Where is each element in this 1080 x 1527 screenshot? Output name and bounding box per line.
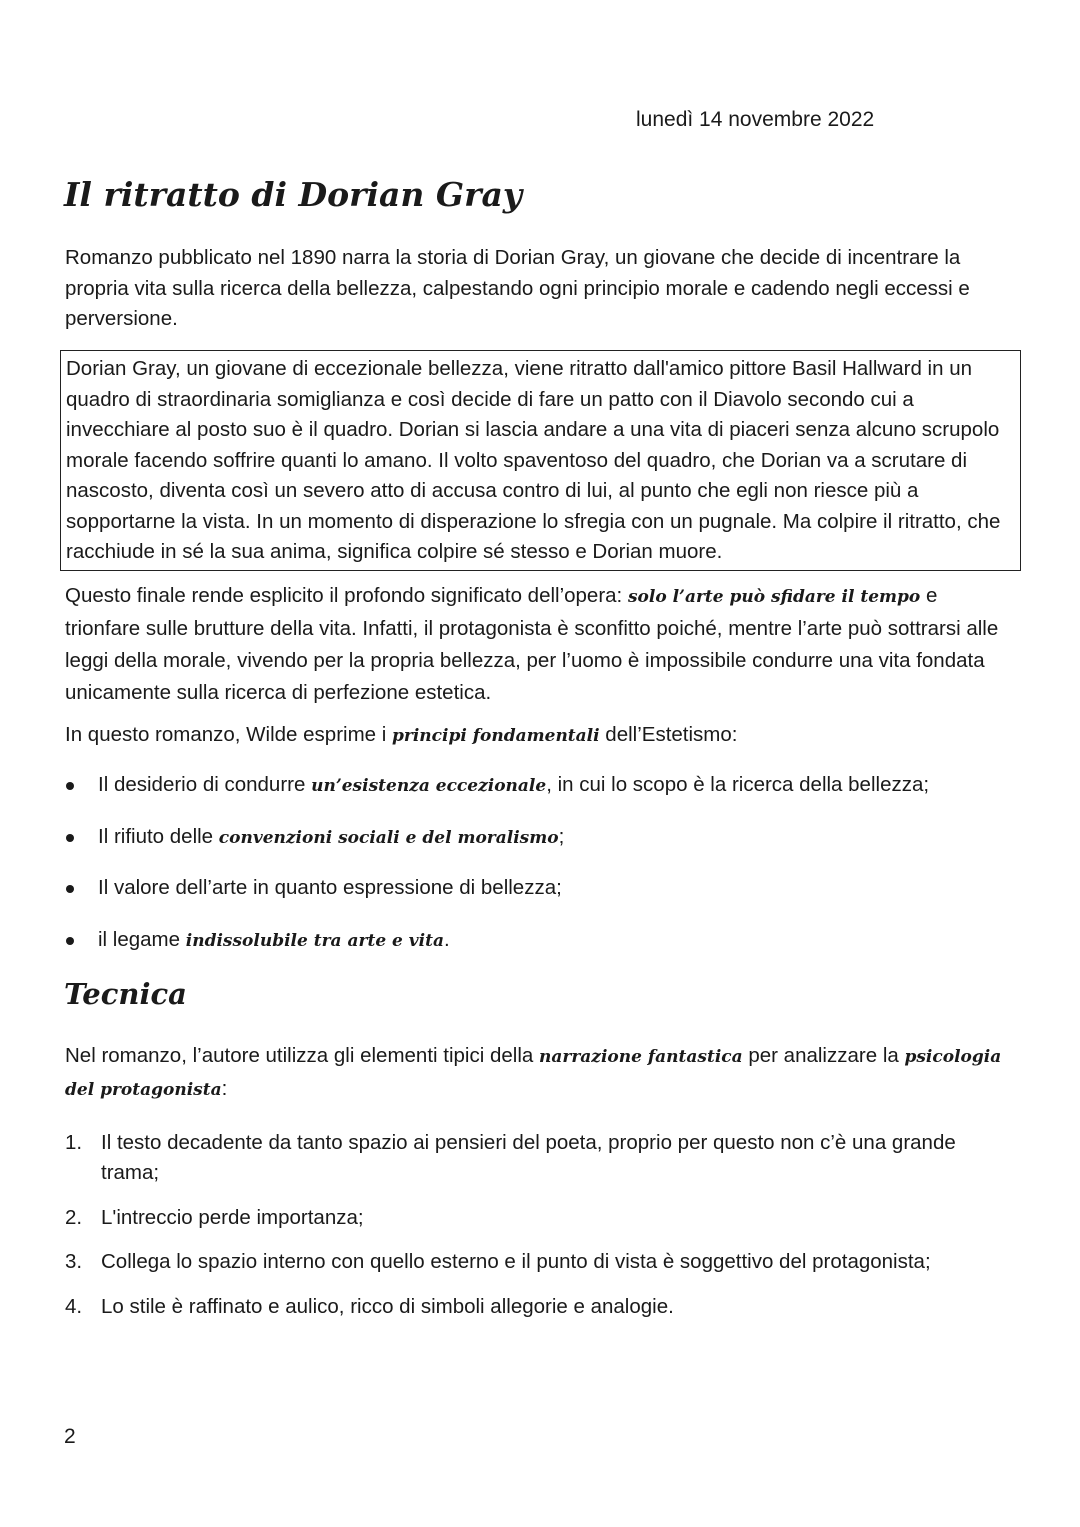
final-paragraph [65,580,1015,709]
intro-paragraph: Romanzo pubblicato nel 1890 narra la storia di Dorian Gray, un giovane che decide di incentrare la propria vita sulla ricerca della bellezza, calpestando ogni principio morale e cadendo negli eccessi e perversione. [65,246,970,330]
list-item [65,1292,1015,1322]
tecnica-text-after: : [221,1077,228,1100]
item-text-after: ; [558,824,565,848]
item-number: 4. [65,1294,83,1318]
list-item [65,1203,1015,1233]
tecnica-highlight-1: narrazione fantastica [539,1047,743,1067]
section-title: Tecnica [64,977,187,1011]
list-item [65,1128,1015,1188]
item-number: 2. [65,1205,83,1229]
date: lunedì 14 novembre 2022 [636,108,875,131]
item-text: Il desiderio di condurre [98,773,312,796]
item-text: il legame [98,927,186,951]
list-item [65,1247,1015,1277]
techniques-list [65,1128,1015,1336]
final-highlight: solo l’arte può sfidare il tempo [627,587,921,607]
wilde-highlight: principi fondamentali [392,726,600,746]
final-text-after: e trionfare sulle brutture della vita. Infatti, il protagonista è sconfitto poiché, mentre l’arte può sottrarsi alle leggi della morale, vivendo per la propria bellezza, per l’uomo è impossibile condurre una vita fondata unicamente sulla ricerca di perfezione estetica. [65,584,999,704]
item-highlight: convenzioni sociali e del moralismo [218,827,559,848]
item-text-after: , in cui lo scopo è la ricerca della bellezza; [546,773,930,796]
tecnica-paragraph [65,1040,1015,1106]
item-text: Il testo decadente da tanto spazio ai pensieri del poeta, proprio per questo non c’è una grande trama; [101,1131,956,1184]
item-number: 1. [65,1131,83,1154]
item-text: Lo stile è raffinato e aulico, ricco di simboli allegorie e analogie. [101,1294,674,1318]
item-text: L'intreccio perde importanza; [101,1205,364,1229]
list-item [65,770,1015,822]
list-item [65,873,1015,925]
list-item [65,822,1015,874]
page-number: 2 [64,1425,76,1448]
page-title: Il ritratto di Dorian Gray [64,175,523,214]
principles-list [65,770,1015,976]
item-highlight: indissolubile tra arte e vita [185,930,444,951]
wilde-text-before: In questo romanzo, Wilde esprime i [65,723,392,746]
final-text-before: Questo finale rende esplicito il profondo significato dell’opera: [65,584,628,607]
item-text: Collega lo spazio interno con quello esterno e il punto di vista è soggettivo del protagonista; [101,1250,931,1273]
wilde-paragraph [65,720,1015,752]
item-highlight: un’esistenza eccezionale [311,776,547,796]
tecnica-text-before: Nel romanzo, l’autore utilizza gli elementi tipici della [65,1044,539,1067]
wilde-text-after: dell’Estetismo: [599,723,738,746]
tecnica-text-middle: per analizzare la [742,1044,905,1067]
summary-box: Dorian Gray, un giovane di eccezionale bellezza, viene ritratto dall'amico pittore Basil Hallward in un quadro di straordinaria somiglianza e così decide di fare un patto con il Diavolo secondo cui a invecchiare al posto suo è il quadro. Dorian si lascia andare a una vita di piaceri senza alcuno scrupolo morale facendo soffrire quanti lo amano. Il volto spaventoso del quadro, che Dorian va a scrutare di nascosto, diventa così un severo atto di accusa contro di lui, al punto che egli non riesce più a sopportarne la vista. In un momento di disperazione lo sfregia con un pugnale. Ma colpire il ritratto, che racchiude in sé la sua anima, significa colpire sé stesso e Dorian muore. [60,350,1021,571]
item-text-after: . [444,927,450,951]
tecnica-highlight-2: psicologia del protagonista [65,1047,1002,1100]
item-text: Il rifiuto delle [98,824,219,848]
item-number: 3. [65,1250,83,1273]
list-item [65,925,1015,977]
item-text: Il valore dell’arte in quanto espressione di bellezza; [98,876,562,899]
